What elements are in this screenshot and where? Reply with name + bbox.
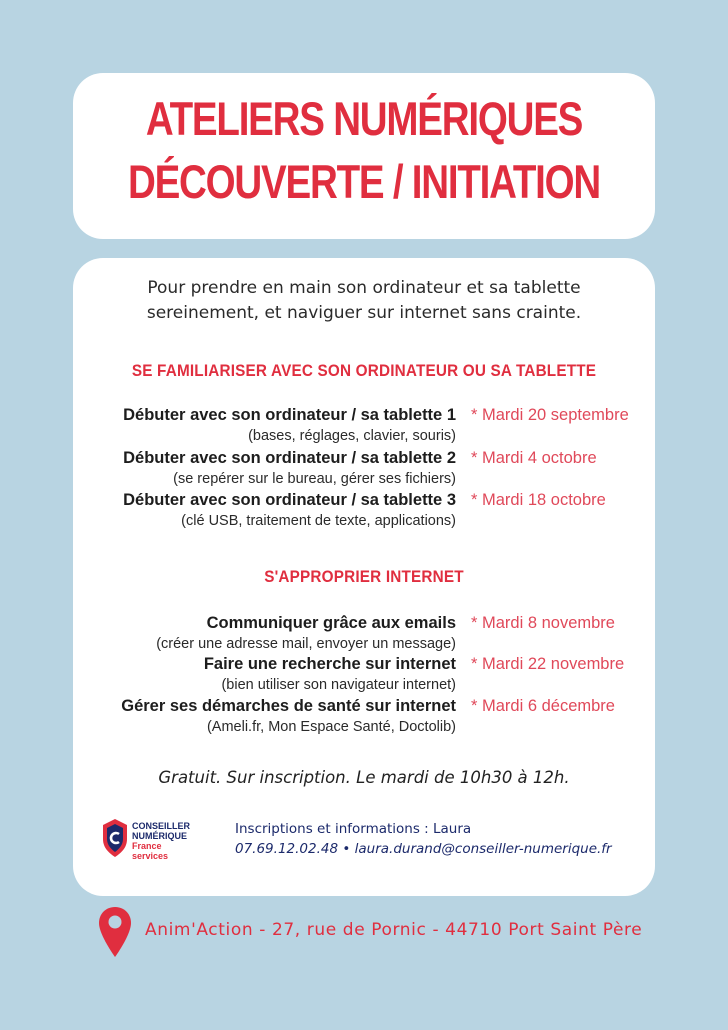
workshop-title: Débuter avec son ordinateur / sa tablette 2 — [123, 449, 456, 467]
logo-line-2: NUMÉRIQUE — [132, 831, 188, 841]
workshop-title: Débuter avec son ordinateur / sa tablette 1 — [123, 406, 456, 424]
intro-line-1: Pour prendre en main son ordinateur et sa tablette — [147, 278, 581, 298]
logo-line-1: CONSEILLER — [132, 821, 191, 831]
workshop-details: (Ameli.fr, Mon Espace Santé, Doctolib) — [206, 719, 456, 735]
workshop-date: * Mardi 4 octobre — [471, 449, 597, 467]
workshop-date: * Mardi 6 décembre — [471, 697, 615, 715]
logo-line-3: France — [132, 841, 162, 851]
footer-address: Anim'Action - 27, rue de Pornic - 44710 Port Saint Père — [145, 920, 643, 940]
main-card — [73, 258, 655, 896]
section-heading-internet: S'APPROPRIER INTERNET — [264, 567, 464, 586]
contact-details — [235, 839, 612, 859]
title-line-2: DÉCOUVERTE / INITIATION — [127, 155, 601, 208]
logo-line-4: services — [132, 851, 169, 861]
conseiller-numerique-logo — [101, 818, 211, 862]
workshop-date: * Mardi 22 novembre — [471, 655, 625, 673]
intro-text — [73, 276, 655, 326]
workshop-date: * Mardi 20 septembre — [471, 406, 629, 424]
workshop-details: (bien utiliser son navigateur internet) — [221, 677, 456, 693]
workshop-details: (bases, réglages, clavier, souris) — [248, 428, 456, 444]
workshop-title: Communiquer grâce aux emails — [206, 614, 456, 632]
intro-line-2: sereinement, et naviguer sur internet sans crainte. — [146, 303, 582, 323]
logo-wordmark — [132, 821, 190, 861]
workshop-title: Faire une recherche sur internet — [203, 655, 456, 673]
workshop-title: Débuter avec son ordinateur / sa tablette 3 — [123, 491, 456, 509]
workshop-date: * Mardi 8 novembre — [471, 614, 615, 632]
workshop-date: * Mardi 18 octobre — [471, 491, 606, 509]
title-line-1: ATELIERS NUMÉRIQUES — [145, 92, 583, 145]
info-schedule: Gratuit. Sur inscription. Le mardi de 10h30 à 12h. — [158, 768, 570, 787]
logo-shield-icon — [101, 818, 129, 858]
contact-info — [235, 819, 612, 859]
location-pin-icon — [97, 905, 133, 959]
workshop-details: (créer une adresse mail, envoyer un message) — [156, 636, 456, 652]
phone-number[interactable]: 07.69.12.02.48 — [235, 841, 339, 857]
contact-line: Inscriptions et informations : Laura — [235, 821, 472, 837]
contact-separator: • — [342, 841, 351, 857]
workshop-title: Gérer ses démarches de santé sur internet — [121, 697, 456, 715]
title-card — [73, 73, 655, 239]
workshop-details: (se repérer sur le bureau, gérer ses fichiers) — [173, 471, 456, 487]
workshop-details: (clé USB, traitement de texte, applications) — [181, 513, 456, 529]
email-link[interactable]: laura.durand@conseiller-numerique.fr — [354, 841, 612, 857]
section-heading-computer: SE FAMILIARISER AVEC SON ORDINATEUR OU SA TABLETTE — [131, 361, 597, 380]
